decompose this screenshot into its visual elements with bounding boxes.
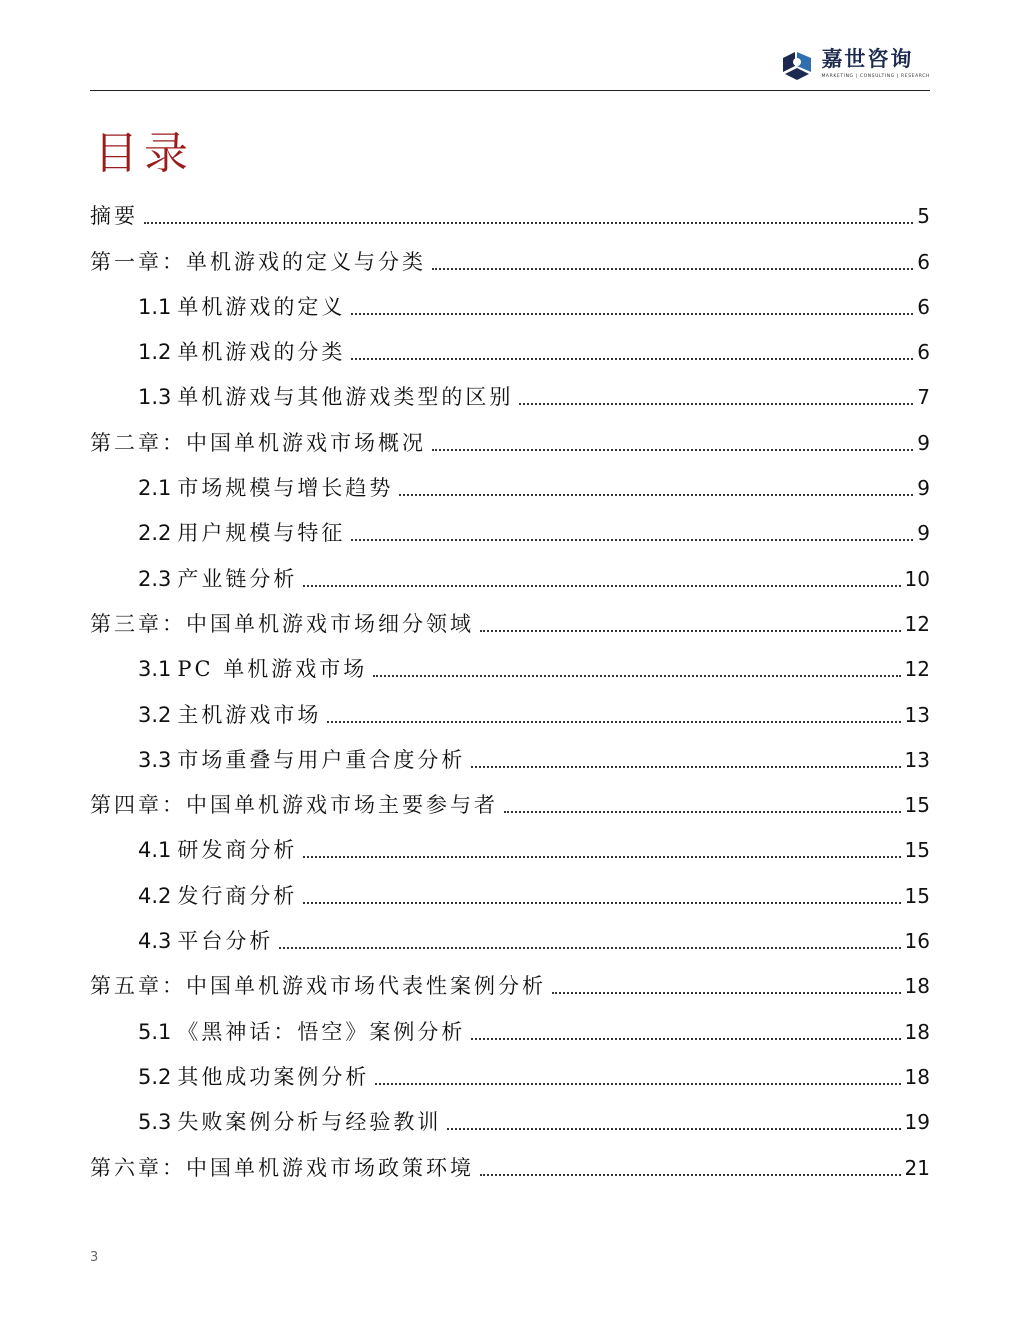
toc-entry-page: 10	[904, 566, 930, 591]
toc-entry-text: 产业链分析	[177, 566, 298, 591]
toc-leader-dots	[504, 811, 901, 813]
toc-leader-dots	[303, 585, 900, 587]
toc-entry-label	[138, 1107, 441, 1137]
toc-leader-dots	[351, 313, 913, 315]
toc-entry-number: 4.1	[138, 838, 172, 863]
toc-entry[interactable]	[90, 958, 930, 1003]
toc-entry[interactable]	[90, 1049, 930, 1094]
toc-entry-text: 第一章：单机游戏的定义与分类	[90, 249, 426, 274]
toc-entry-label	[138, 745, 465, 775]
toc-entry-page: 16	[904, 929, 930, 954]
toc-entry-number: 4.2	[138, 883, 172, 908]
toc-leader-dots	[471, 766, 900, 768]
toc-leader-dots	[552, 992, 901, 994]
toc-entry-page: 9	[917, 476, 930, 501]
toc-entry-page: 13	[904, 702, 930, 727]
toc-entry[interactable]	[90, 279, 930, 324]
toc-entry-page: 18	[904, 1019, 930, 1044]
toc-entry-page: 6	[917, 294, 930, 319]
toc-entry-label	[138, 700, 321, 730]
toc-entry-label	[138, 382, 513, 412]
toc-entry-number: 3.2	[138, 702, 172, 727]
toc-entry-page: 21	[904, 1155, 930, 1180]
toc-entry-label	[138, 337, 345, 367]
toc-entry-page: 6	[917, 249, 930, 274]
toc-entry-text: 单机游戏的定义	[177, 294, 346, 319]
toc-entry-text: 单机游戏与其他游戏类型的区别	[177, 385, 514, 410]
toc-entry-label	[138, 564, 297, 594]
brand-tagline: MARKETING | CONSULTING | RESEARCH	[821, 74, 930, 79]
toc-entry-text: 用户规模与特征	[177, 521, 346, 546]
toc-leader-dots	[480, 1174, 901, 1176]
toc-entry-number: 1.2	[138, 340, 172, 365]
toc-entry[interactable]	[90, 732, 930, 777]
toc-entry[interactable]	[90, 867, 930, 912]
toc-entry-page: 15	[904, 793, 930, 818]
toc-entry-label	[138, 654, 367, 684]
toc-entry-page: 7	[917, 385, 930, 410]
toc-entry[interactable]	[90, 188, 930, 233]
toc-entry-number: 1.1	[138, 294, 172, 319]
toc-entry-text: 发行商分析	[177, 883, 298, 908]
toc-leader-dots	[303, 856, 900, 858]
toc-entry-page: 15	[904, 838, 930, 863]
brand-name: 嘉世咨询	[821, 47, 914, 71]
toc-entry[interactable]	[90, 414, 930, 459]
toc-entry-text: 摘要	[90, 204, 138, 229]
toc-entry-label	[138, 1017, 465, 1047]
toc-entry-label	[138, 473, 393, 503]
toc-leader-dots	[373, 675, 900, 677]
toc-entry-number: 5.3	[138, 1110, 172, 1135]
toc-entry-number: 1.3	[138, 385, 172, 410]
toc-entry[interactable]	[90, 1003, 930, 1048]
toc-entry-page: 18	[904, 974, 930, 999]
toc-entry-label	[90, 428, 426, 458]
brand-logo-icon	[779, 48, 815, 84]
toc-entry-text: 其他成功案例分析	[177, 1064, 370, 1089]
toc-entry[interactable]	[90, 913, 930, 958]
toc-entry[interactable]	[90, 1139, 930, 1184]
toc-entry-page: 13	[904, 747, 930, 772]
toc-entry-label	[90, 790, 498, 820]
toc-entry-page: 12	[904, 657, 930, 682]
toc-leader-dots	[480, 630, 901, 632]
toc-entry-page: 18	[904, 1064, 930, 1089]
toc-leader-dots	[327, 721, 900, 723]
toc-leader-dots	[279, 947, 900, 949]
toc-leader-dots	[432, 449, 913, 451]
toc-entry-page: 5	[917, 204, 930, 229]
toc-entry-text: 第六章：中国单机游戏市场政策环境	[90, 1155, 474, 1180]
toc-entry[interactable]	[90, 777, 930, 822]
toc-entry-text: 市场重叠与用户重合度分析	[177, 747, 466, 772]
toc-entry[interactable]	[90, 324, 930, 369]
toc-leader-dots	[303, 902, 900, 904]
toc-leader-dots	[399, 494, 913, 496]
toc-leader-dots	[432, 268, 913, 270]
toc-title: 目录	[94, 128, 194, 179]
toc-entry-label	[90, 1153, 474, 1183]
toc-entry-text: 第二章：中国单机游戏市场概况	[90, 430, 426, 455]
toc-entry-text: 第三章：中国单机游戏市场细分领域	[90, 611, 474, 636]
toc-entry-text: 《黑神话：悟空》案例分析	[177, 1019, 466, 1044]
toc-entry-number: 5.1	[138, 1019, 172, 1044]
toc-entry-page: 19	[904, 1110, 930, 1135]
toc-entry-number: 2.3	[138, 566, 172, 591]
toc-entry-number: 3.1	[138, 657, 172, 682]
toc-entry-page: 6	[917, 340, 930, 365]
toc-entry[interactable]	[90, 1094, 930, 1139]
header-divider	[90, 90, 930, 91]
toc-entry[interactable]	[90, 641, 930, 686]
table-of-contents	[90, 188, 930, 1185]
toc-leader-dots	[375, 1083, 900, 1085]
toc-entry[interactable]	[90, 596, 930, 641]
toc-entry-label	[90, 201, 138, 231]
toc-entry-text: 平台分析	[177, 929, 274, 954]
toc-entry-label	[90, 609, 474, 639]
toc-entry-number: 2.2	[138, 521, 172, 546]
toc-entry-text: 第四章：中国单机游戏市场主要参与者	[90, 793, 498, 818]
toc-entry-label	[90, 971, 546, 1001]
toc-leader-dots	[351, 358, 913, 360]
toc-leader-dots	[447, 1128, 900, 1130]
toc-entry-text: PC 单机游戏市场	[177, 657, 368, 682]
toc-entry-text: 研发商分析	[177, 838, 298, 863]
toc-entry[interactable]	[90, 460, 930, 505]
page-number: 3	[90, 1250, 99, 1265]
toc-entry-text: 第五章：中国单机游戏市场代表性案例分析	[90, 974, 546, 999]
toc-entry[interactable]	[90, 686, 930, 731]
toc-entry-text: 主机游戏市场	[177, 702, 322, 727]
toc-entry[interactable]	[90, 822, 930, 867]
toc-entry-label	[138, 1062, 369, 1092]
toc-entry-text: 市场规模与增长趋势	[177, 476, 394, 501]
brand-logo	[779, 46, 930, 90]
toc-entry-number: 2.1	[138, 476, 172, 501]
toc-leader-dots	[519, 403, 913, 405]
toc-entry-text: 单机游戏的分类	[177, 340, 346, 365]
toc-entry-number: 3.3	[138, 747, 172, 772]
toc-entry-label	[90, 247, 426, 277]
toc-leader-dots	[144, 222, 913, 224]
page-header	[90, 40, 930, 92]
toc-entry[interactable]	[90, 505, 930, 550]
toc-entry-label	[138, 292, 345, 322]
toc-entry-label	[138, 518, 345, 548]
toc-entry-text: 失败案例分析与经验教训	[177, 1110, 442, 1135]
toc-entry-page: 15	[904, 883, 930, 908]
toc-entry[interactable]	[90, 550, 930, 595]
toc-entry-page: 12	[904, 611, 930, 636]
toc-entry-label	[138, 926, 273, 956]
toc-leader-dots	[471, 1038, 900, 1040]
toc-entry-page: 9	[917, 430, 930, 455]
toc-entry-label	[138, 881, 297, 911]
toc-entry-number: 5.2	[138, 1064, 172, 1089]
toc-entry-number: 4.3	[138, 929, 172, 954]
toc-entry-page: 9	[917, 521, 930, 546]
toc-entry[interactable]	[90, 369, 930, 414]
toc-entry-label	[138, 835, 297, 865]
toc-leader-dots	[351, 539, 913, 541]
toc-entry[interactable]	[90, 233, 930, 278]
